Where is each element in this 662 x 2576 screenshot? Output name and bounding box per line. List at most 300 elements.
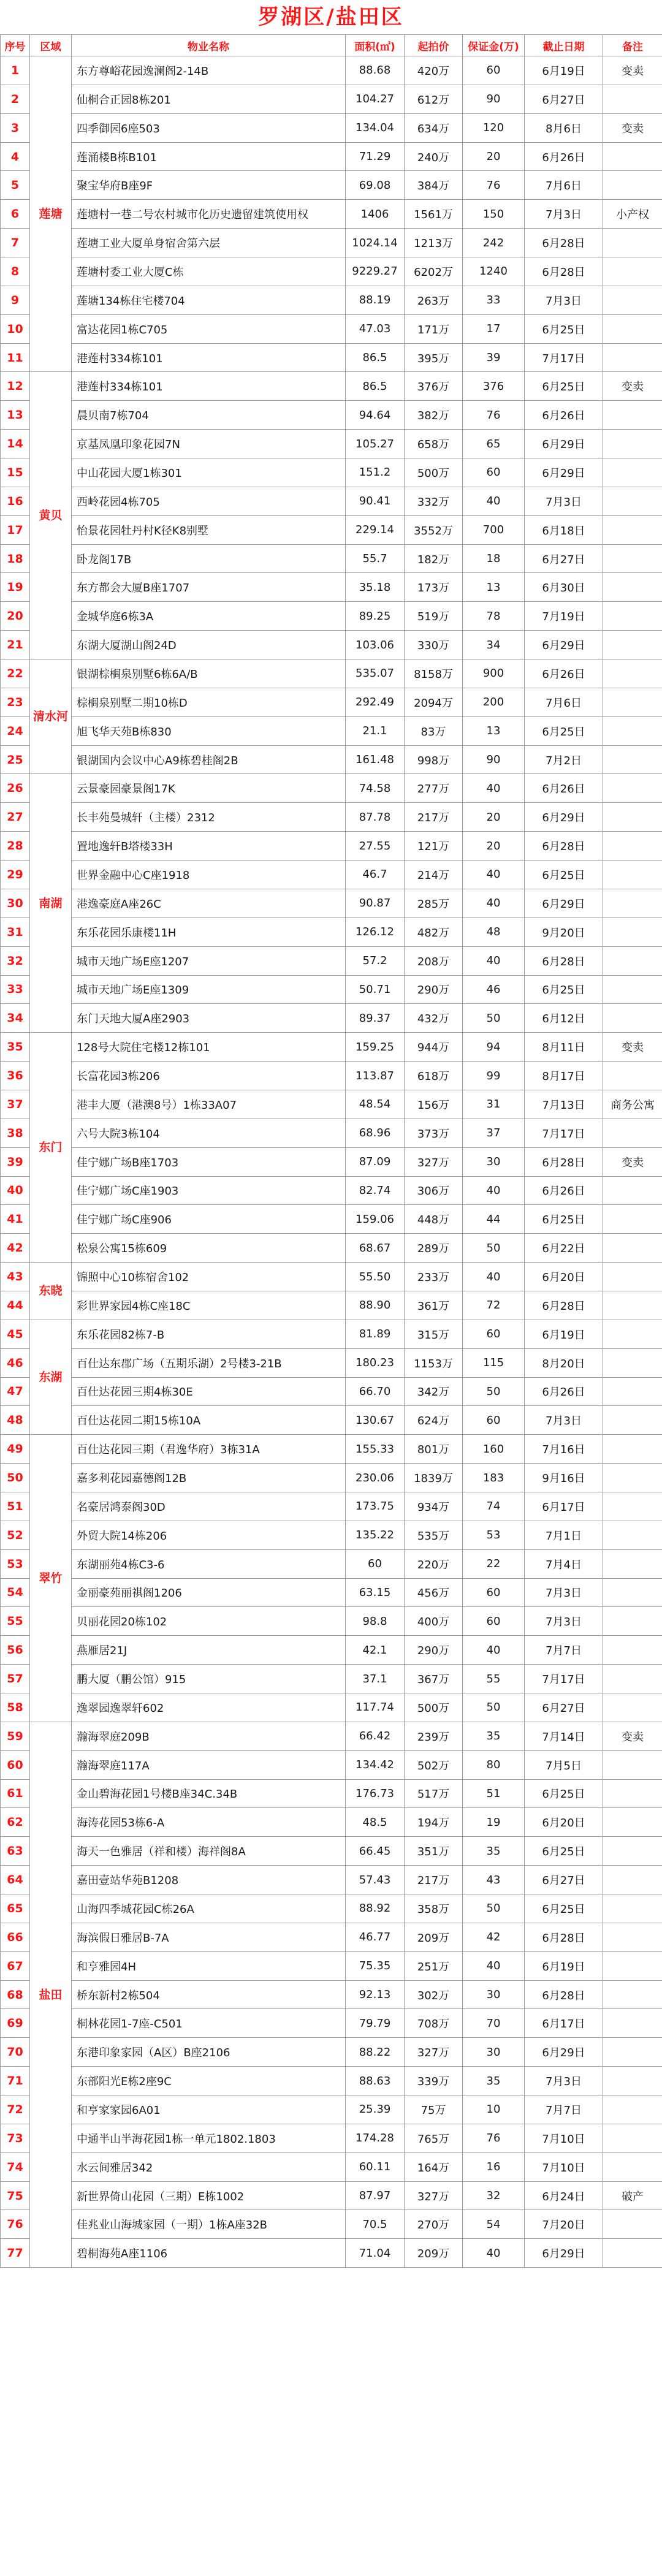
cell-remarks <box>603 889 662 918</box>
cell-property-name: 嘉田壹站华苑B1208 <box>72 1866 346 1894</box>
cell-area-size: 50.71 <box>346 975 405 1004</box>
table-row <box>1 2210 662 2239</box>
cell-starting-price: 233万 <box>405 1263 463 1291</box>
cell-property-name: 旭飞华天苑B栋830 <box>72 716 346 745</box>
cell-area-size: 68.67 <box>346 1234 405 1263</box>
cell-deadline: 7月16日 <box>525 1435 603 1464</box>
cell-deposit: 60 <box>463 1607 525 1636</box>
cell-serial-number: 6 <box>1 200 30 229</box>
cell-serial-number: 12 <box>1 372 30 401</box>
cell-deadline: 6月25日 <box>525 1779 603 1808</box>
cell-serial-number: 23 <box>1 688 30 716</box>
cell-deposit: 51 <box>463 1779 525 1808</box>
cell-property-name: 东方都会大厦B座1707 <box>72 573 346 602</box>
cell-area-size: 46.77 <box>346 1923 405 1951</box>
cell-area-size: 229.14 <box>346 515 405 544</box>
cell-deadline: 8月17日 <box>525 1062 603 1090</box>
cell-district: 南湖 <box>30 774 72 1033</box>
cell-property-name: 松泉公寓15栋609 <box>72 1234 346 1263</box>
cell-starting-price: 75万 <box>405 2095 463 2124</box>
table-row <box>1 200 662 229</box>
cell-serial-number: 65 <box>1 1894 30 1923</box>
cell-starting-price: 330万 <box>405 631 463 659</box>
cell-deposit: 242 <box>463 229 525 257</box>
cell-property-name: 百仕达花园三期（君逸华府）3栋31A <box>72 1435 346 1464</box>
table-row <box>1 1549 662 1578</box>
table-row <box>1 2038 662 2067</box>
cell-deadline: 7月17日 <box>525 1665 603 1693</box>
table-row <box>1 372 662 401</box>
table-row <box>1 946 662 975</box>
table-row <box>1 889 662 918</box>
cell-serial-number: 42 <box>1 1234 30 1263</box>
cell-starting-price: 432万 <box>405 1004 463 1033</box>
table-row <box>1 2152 662 2181</box>
cell-starting-price: 618万 <box>405 1062 463 1090</box>
table-row <box>1 745 662 774</box>
cell-deadline: 6月26日 <box>525 401 603 430</box>
table-row <box>1 1923 662 1951</box>
cell-area-size: 86.5 <box>346 343 405 372</box>
cell-deposit: 17 <box>463 314 525 343</box>
cell-deadline: 6月19日 <box>525 56 603 85</box>
cell-deposit: 76 <box>463 2124 525 2152</box>
cell-deposit: 900 <box>463 659 525 688</box>
cell-starting-price: 612万 <box>405 85 463 113</box>
cell-starting-price: 358万 <box>405 1894 463 1923</box>
cell-remarks: 变卖 <box>603 1147 662 1176</box>
cell-remarks <box>603 1521 662 1549</box>
cell-serial-number: 2 <box>1 85 30 113</box>
cell-deadline: 7月17日 <box>525 1119 603 1147</box>
cell-deposit: 40 <box>463 487 525 515</box>
cell-starting-price: 194万 <box>405 1808 463 1837</box>
cell-serial-number: 30 <box>1 889 30 918</box>
cell-area-size: 230.06 <box>346 1464 405 1492</box>
table-row <box>1 716 662 745</box>
cell-starting-price: 208万 <box>405 946 463 975</box>
table-row <box>1 1291 662 1320</box>
cell-deposit: 50 <box>463 1894 525 1923</box>
cell-district: 清水河 <box>30 659 72 774</box>
table-row <box>1 257 662 286</box>
cell-property-name: 海天一色雅居（祥和楼）海祥阁8A <box>72 1837 346 1866</box>
cell-starting-price: 708万 <box>405 2009 463 2038</box>
cell-property-name: 锦照中心10栋宿舍102 <box>72 1263 346 1291</box>
cell-district: 黄贝 <box>30 372 72 659</box>
cell-deadline: 7月17日 <box>525 343 603 372</box>
table-row <box>1 1750 662 1779</box>
table-row <box>1 1435 662 1464</box>
cell-district: 盐田 <box>30 1722 72 2267</box>
cell-property-name: 中山花园大厦1栋301 <box>72 458 346 487</box>
cell-serial-number: 56 <box>1 1636 30 1665</box>
cell-deadline: 7月3日 <box>525 487 603 515</box>
cell-deposit: 30 <box>463 1147 525 1176</box>
cell-property-name: 东港印象家园（A区）B座2106 <box>72 2038 346 2067</box>
cell-serial-number: 74 <box>1 2152 30 2181</box>
cell-district: 东门 <box>30 1033 72 1263</box>
cell-remarks <box>603 515 662 544</box>
cell-remarks <box>603 1205 662 1234</box>
cell-serial-number: 26 <box>1 774 30 803</box>
cell-serial-number: 25 <box>1 745 30 774</box>
cell-property-name: 百仕达花园三期4栋30E <box>72 1377 346 1406</box>
cell-deposit: 48 <box>463 918 525 946</box>
cell-area-size: 89.37 <box>346 1004 405 1033</box>
table-row <box>1 515 662 544</box>
cell-deposit: 50 <box>463 1693 525 1722</box>
cell-area-size: 292.49 <box>346 688 405 716</box>
table-row <box>1 2124 662 2152</box>
cell-starting-price: 121万 <box>405 832 463 861</box>
table-row <box>1 142 662 171</box>
table-row <box>1 1464 662 1492</box>
cell-deposit: 34 <box>463 631 525 659</box>
table-row <box>1 1693 662 1722</box>
cell-remarks <box>603 1176 662 1205</box>
cell-deadline: 6月29日 <box>525 889 603 918</box>
cell-starting-price: 1839万 <box>405 1464 463 1492</box>
cell-area-size: 87.78 <box>346 803 405 832</box>
cell-area-size: 88.92 <box>346 1894 405 1923</box>
cell-deadline: 6月30日 <box>525 573 603 602</box>
cell-serial-number: 46 <box>1 1348 30 1377</box>
cell-remarks <box>603 2038 662 2067</box>
cell-property-name: 长富花园3栋206 <box>72 1062 346 1090</box>
table-row <box>1 1636 662 1665</box>
cell-property-name: 东乐花园82栋7-B <box>72 1320 346 1348</box>
cell-deadline: 6月28日 <box>525 1291 603 1320</box>
table-row <box>1 1866 662 1894</box>
cell-property-name: 莲塘村委工业大厦C栋 <box>72 257 346 286</box>
cell-property-name: 莲塘村一巷二号农村城市化历史遗留建筑使用权 <box>72 200 346 229</box>
cell-area-size: 81.89 <box>346 1320 405 1348</box>
cell-remarks: 破产 <box>603 2181 662 2210</box>
cell-area-size: 155.33 <box>346 1435 405 1464</box>
cell-serial-number: 20 <box>1 602 30 631</box>
table-row <box>1 1234 662 1263</box>
cell-starting-price: 173万 <box>405 573 463 602</box>
cell-deposit: 65 <box>463 430 525 458</box>
table-row <box>1 1607 662 1636</box>
cell-district: 翠竹 <box>30 1435 72 1722</box>
cell-deadline: 7月13日 <box>525 1090 603 1119</box>
cell-remarks <box>603 85 662 113</box>
cell-area-size: 57.2 <box>346 946 405 975</box>
cell-serial-number: 3 <box>1 113 30 142</box>
cell-district: 东晓 <box>30 1263 72 1320</box>
cell-property-name: 百仕达花园二期15栋10A <box>72 1406 346 1435</box>
cell-serial-number: 47 <box>1 1377 30 1406</box>
cell-deadline: 6月20日 <box>525 1808 603 1837</box>
cell-serial-number: 33 <box>1 975 30 1004</box>
cell-property-name: 佳宁娜广场B座1703 <box>72 1147 346 1176</box>
cell-starting-price: 801万 <box>405 1435 463 1464</box>
cell-serial-number: 19 <box>1 573 30 602</box>
cell-area-size: 1024.14 <box>346 229 405 257</box>
cell-deposit: 13 <box>463 573 525 602</box>
cell-property-name: 六号大院3栋104 <box>72 1119 346 1147</box>
cell-remarks: 商务公寓 <box>603 1090 662 1119</box>
cell-deposit: 60 <box>463 1320 525 1348</box>
cell-area-size: 174.28 <box>346 2124 405 2152</box>
cell-deposit: 39 <box>463 343 525 372</box>
cell-starting-price: 395万 <box>405 343 463 372</box>
cell-property-name: 逸翠园逸翠轩602 <box>72 1693 346 1722</box>
table-row <box>1 659 662 688</box>
cell-deadline: 7月3日 <box>525 1578 603 1607</box>
cell-deposit: 40 <box>463 889 525 918</box>
cell-starting-price: 277万 <box>405 774 463 803</box>
cell-starting-price: 6202万 <box>405 257 463 286</box>
cell-remarks <box>603 975 662 1004</box>
cell-deadline: 6月19日 <box>525 1951 603 1980</box>
header-starting-price: 起拍价 <box>405 35 463 56</box>
cell-serial-number: 53 <box>1 1549 30 1578</box>
cell-starting-price: 376万 <box>405 372 463 401</box>
cell-deposit: 40 <box>463 774 525 803</box>
table-row <box>1 1578 662 1607</box>
cell-remarks <box>603 631 662 659</box>
cell-starting-price: 220万 <box>405 1549 463 1578</box>
cell-property-name: 佳宁娜广场C座906 <box>72 1205 346 1234</box>
cell-deadline: 7月10日 <box>525 2152 603 2181</box>
cell-property-name: 港逸豪庭A座26C <box>72 889 346 918</box>
cell-serial-number: 28 <box>1 832 30 861</box>
cell-serial-number: 24 <box>1 716 30 745</box>
cell-area-size: 75.35 <box>346 1951 405 1980</box>
cell-remarks <box>603 918 662 946</box>
cell-serial-number: 1 <box>1 56 30 85</box>
cell-serial-number: 15 <box>1 458 30 487</box>
cell-deposit: 54 <box>463 2210 525 2239</box>
cell-deposit: 1240 <box>463 257 525 286</box>
cell-property-name: 贝丽花园20栋102 <box>72 1607 346 1636</box>
cell-area-size: 1406 <box>346 200 405 229</box>
cell-deposit: 32 <box>463 2181 525 2210</box>
cell-remarks <box>603 1636 662 1665</box>
cell-serial-number: 17 <box>1 515 30 544</box>
cell-remarks: 小产权 <box>603 200 662 229</box>
cell-serial-number: 4 <box>1 142 30 171</box>
cell-starting-price: 290万 <box>405 1636 463 1665</box>
table-row <box>1 1090 662 1119</box>
table-row <box>1 171 662 200</box>
header-district: 区域 <box>30 35 72 56</box>
cell-deadline: 7月3日 <box>525 1607 603 1636</box>
cell-property-name: 名豪居鸿泰阁30D <box>72 1492 346 1521</box>
cell-area-size: 89.25 <box>346 602 405 631</box>
cell-area-size: 88.22 <box>346 2038 405 2067</box>
cell-starting-price: 1213万 <box>405 229 463 257</box>
cell-property-name: 仙桐合正园8栋201 <box>72 85 346 113</box>
cell-serial-number: 9 <box>1 286 30 314</box>
cell-serial-number: 43 <box>1 1263 30 1291</box>
cell-serial-number: 39 <box>1 1147 30 1176</box>
table-row <box>1 2009 662 2038</box>
cell-remarks <box>603 2239 662 2268</box>
table-row <box>1 1722 662 1750</box>
cell-starting-price: 240万 <box>405 142 463 171</box>
cell-property-name: 嘉多利花园嘉德阁12B <box>72 1464 346 1492</box>
cell-area-size: 70.5 <box>346 2210 405 2239</box>
cell-serial-number: 58 <box>1 1693 30 1722</box>
table-row <box>1 1521 662 1549</box>
cell-deposit: 13 <box>463 716 525 745</box>
cell-property-name: 燕雁居21J <box>72 1636 346 1665</box>
cell-starting-price: 217万 <box>405 1866 463 1894</box>
cell-serial-number: 64 <box>1 1866 30 1894</box>
cell-starting-price: 285万 <box>405 889 463 918</box>
cell-starting-price: 3552万 <box>405 515 463 544</box>
cell-starting-price: 382万 <box>405 401 463 430</box>
cell-area-size: 48.5 <box>346 1808 405 1837</box>
cell-starting-price: 327万 <box>405 2038 463 2067</box>
cell-starting-price: 658万 <box>405 430 463 458</box>
cell-property-name: 水云间雅居342 <box>72 2152 346 2181</box>
cell-property-name: 瀚海翠庭117A <box>72 1750 346 1779</box>
cell-area-size: 159.06 <box>346 1205 405 1234</box>
cell-remarks <box>603 171 662 200</box>
cell-area-size: 88.19 <box>346 286 405 314</box>
cell-property-name: 莲塘134栋住宅楼704 <box>72 286 346 314</box>
cell-starting-price: 448万 <box>405 1205 463 1234</box>
cell-serial-number: 8 <box>1 257 30 286</box>
cell-deadline: 7月14日 <box>525 1722 603 1750</box>
cell-starting-price: 765万 <box>405 2124 463 2152</box>
cell-deadline: 6月29日 <box>525 458 603 487</box>
cell-deposit: 60 <box>463 56 525 85</box>
cell-property-name: 莲塘工业大厦单身宿舍第六层 <box>72 229 346 257</box>
cell-deposit: 70 <box>463 2009 525 2038</box>
cell-starting-price: 456万 <box>405 1578 463 1607</box>
cell-deposit: 22 <box>463 1549 525 1578</box>
cell-property-name: 京基凤凰印象花园7N <box>72 430 346 458</box>
cell-starting-price: 500万 <box>405 458 463 487</box>
cell-remarks: 变卖 <box>603 1033 662 1062</box>
cell-property-name: 聚宝华府B座9F <box>72 171 346 200</box>
header-remarks: 备注 <box>603 35 662 56</box>
cell-starting-price: 519万 <box>405 602 463 631</box>
cell-remarks <box>603 1578 662 1607</box>
table-row <box>1 602 662 631</box>
cell-deposit: 31 <box>463 1090 525 1119</box>
cell-deadline: 6月25日 <box>525 716 603 745</box>
cell-area-size: 86.5 <box>346 372 405 401</box>
cell-deadline: 6月20日 <box>525 1263 603 1291</box>
cell-deposit: 50 <box>463 1234 525 1263</box>
table-row <box>1 1492 662 1521</box>
cell-serial-number: 60 <box>1 1750 30 1779</box>
cell-deadline: 7月19日 <box>525 602 603 631</box>
cell-area-size: 71.29 <box>346 142 405 171</box>
table-row <box>1 343 662 372</box>
table-row <box>1 2095 662 2124</box>
cell-area-size: 68.96 <box>346 1119 405 1147</box>
cell-property-name: 东门天地大厦A座2903 <box>72 1004 346 1033</box>
table-row <box>1 1119 662 1147</box>
cell-area-size: 176.73 <box>346 1779 405 1808</box>
cell-deadline: 8月6日 <box>525 113 603 142</box>
cell-remarks <box>603 573 662 602</box>
cell-serial-number: 35 <box>1 1033 30 1062</box>
cell-starting-price: 361万 <box>405 1291 463 1320</box>
cell-area-size: 66.42 <box>346 1722 405 1750</box>
cell-deadline: 6月27日 <box>525 544 603 573</box>
cell-area-size: 74.58 <box>346 774 405 803</box>
cell-remarks <box>603 2067 662 2095</box>
cell-serial-number: 36 <box>1 1062 30 1090</box>
cell-deadline: 6月25日 <box>525 975 603 1004</box>
cell-area-size: 90.41 <box>346 487 405 515</box>
cell-property-name: 西岭花园4栋705 <box>72 487 346 515</box>
cell-starting-price: 373万 <box>405 1119 463 1147</box>
cell-deposit: 700 <box>463 515 525 544</box>
cell-remarks <box>603 1750 662 1779</box>
cell-serial-number: 11 <box>1 343 30 372</box>
table-row <box>1 229 662 257</box>
cell-remarks <box>603 286 662 314</box>
header-row <box>1 35 662 56</box>
cell-starting-price: 306万 <box>405 1176 463 1205</box>
cell-deposit: 44 <box>463 1205 525 1234</box>
cell-deposit: 33 <box>463 286 525 314</box>
table-row <box>1 1980 662 2009</box>
cell-deposit: 30 <box>463 2038 525 2067</box>
table-row <box>1 774 662 803</box>
table-row <box>1 573 662 602</box>
cell-area-size: 46.7 <box>346 861 405 889</box>
table-row <box>1 1406 662 1435</box>
cell-deposit: 40 <box>463 861 525 889</box>
cell-area-size: 79.79 <box>346 2009 405 2038</box>
cell-property-name: 和亨雅园4H <box>72 1951 346 1980</box>
cell-serial-number: 76 <box>1 2210 30 2239</box>
cell-remarks <box>603 430 662 458</box>
cell-remarks <box>603 659 662 688</box>
cell-deadline: 7月2日 <box>525 745 603 774</box>
header-deadline: 截止日期 <box>525 35 603 56</box>
cell-deposit: 43 <box>463 1866 525 1894</box>
cell-starting-price: 944万 <box>405 1033 463 1062</box>
cell-property-name: 桥东新村2栋504 <box>72 1980 346 2009</box>
cell-deadline: 8月11日 <box>525 1033 603 1062</box>
cell-remarks <box>603 229 662 257</box>
cell-property-name: 晨贝南7栋704 <box>72 401 346 430</box>
cell-area-size: 134.42 <box>346 1750 405 1779</box>
table-row <box>1 1062 662 1090</box>
cell-serial-number: 31 <box>1 918 30 946</box>
cell-remarks <box>603 1348 662 1377</box>
cell-remarks <box>603 602 662 631</box>
cell-property-name: 云景豪园豪景阁17K <box>72 774 346 803</box>
cell-serial-number: 18 <box>1 544 30 573</box>
cell-starting-price: 315万 <box>405 1320 463 1348</box>
cell-serial-number: 55 <box>1 1607 30 1636</box>
cell-district: 莲塘 <box>30 56 72 372</box>
table-row <box>1 1808 662 1837</box>
cell-starting-price: 384万 <box>405 171 463 200</box>
cell-deadline: 6月26日 <box>525 1377 603 1406</box>
table-row <box>1 975 662 1004</box>
cell-deposit: 35 <box>463 1722 525 1750</box>
cell-deposit: 16 <box>463 2152 525 2181</box>
cell-deposit: 42 <box>463 1923 525 1951</box>
cell-deadline: 7月20日 <box>525 2210 603 2239</box>
cell-starting-price: 182万 <box>405 544 463 573</box>
cell-serial-number: 61 <box>1 1779 30 1808</box>
